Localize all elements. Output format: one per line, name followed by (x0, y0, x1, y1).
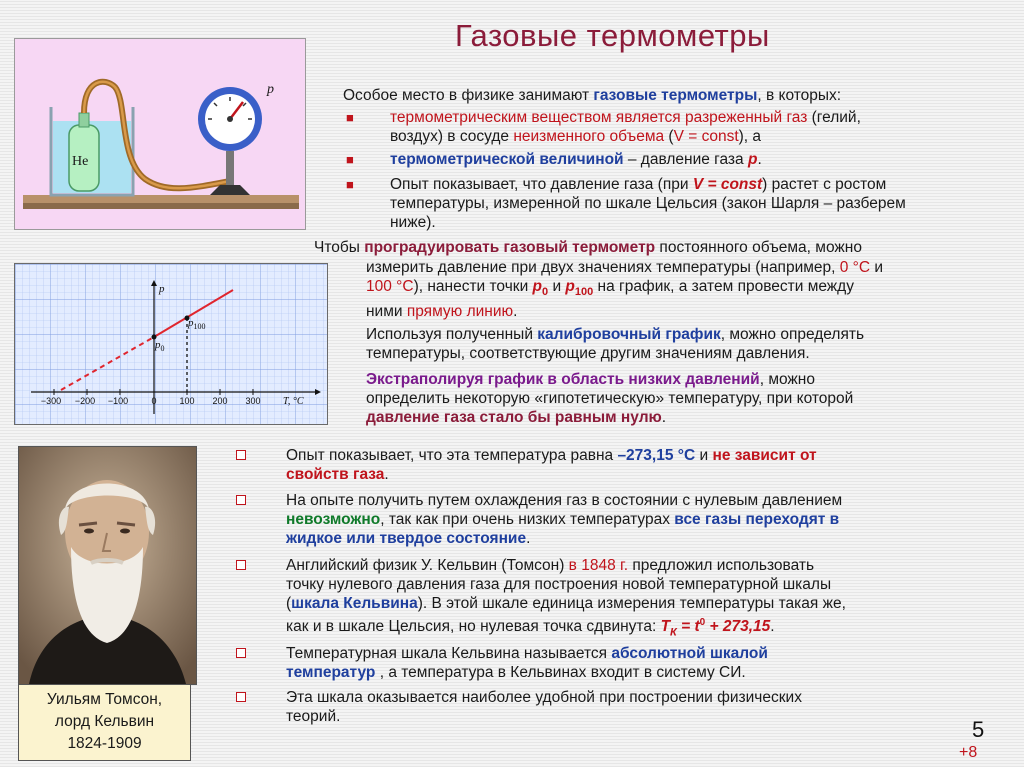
text-run: . (661, 409, 667, 426)
p100-subscript: 100 (193, 322, 206, 331)
bullet-square-icon: ■ (346, 110, 354, 125)
portrait-image (19, 447, 196, 684)
text-run: , можно (759, 371, 815, 388)
text-run: р (565, 278, 575, 295)
y-axis-label: p (159, 283, 165, 295)
bullet-outline-square-icon (236, 495, 246, 505)
bullet-convenient-scale (286, 688, 1006, 726)
text-run: . (770, 618, 775, 636)
text-run: . (384, 466, 389, 483)
tick-label: 0 (151, 396, 157, 406)
graduation-paragraph-cont (366, 258, 1016, 321)
table-edge (23, 203, 299, 209)
text-run: абсолютной шкалой (611, 645, 768, 662)
x-axis-label: T, °C (283, 396, 304, 407)
text-run: 100 (574, 286, 594, 299)
text-run: измерить давление при двух значениях температуры (например, (366, 259, 840, 276)
graph-grid (15, 264, 327, 424)
text-run: . (526, 530, 531, 547)
text-run: теорий. (286, 708, 341, 725)
text-run: калибровочный график (537, 326, 721, 343)
text-run: ) растет с ростом (762, 176, 887, 193)
text-run: является разреженный газ (611, 109, 812, 126)
vessel-neck (79, 113, 89, 127)
text-run: как и в шкале Цельсия, но нулевая точка сдвинута: (286, 618, 661, 636)
text-run: 0 °С (839, 259, 871, 276)
text-run: Опыт показывает, что эта температура равна (286, 447, 618, 464)
text-run: ), а (738, 128, 762, 145)
text-run: ( (286, 595, 292, 612)
extrapolation-text (366, 370, 1016, 427)
bullet-square-icon: ■ (346, 177, 354, 192)
graduation-paragraph (314, 238, 862, 257)
bullet-thermometric-substance (390, 108, 990, 146)
text-run: 0 (542, 286, 549, 299)
text-run: в 1848 г. (568, 557, 629, 574)
calibration-graph-svg (15, 264, 327, 424)
text-run: термометрическим веществом (390, 109, 612, 126)
text-run: На опыте получить путем охлаждения газ в состоянии с нулевым давлением (286, 492, 843, 509)
helium-label: He (72, 154, 89, 169)
text-run: Опыт показывает, что давление газа (при (390, 176, 693, 193)
text-run: р (747, 151, 758, 168)
text-run: , в которых: (757, 87, 842, 104)
text-run: Особое место в физике занимают (343, 87, 594, 104)
text-run: К (670, 626, 677, 639)
text-run: = t (676, 618, 700, 636)
text-run: , можно определять (720, 326, 865, 343)
text-run: + 273,15 (705, 618, 771, 636)
bullet-experiment-pressure (390, 175, 1005, 232)
bullet-impossible-cooling (286, 491, 1006, 548)
text-run: все газы переходят в (674, 511, 840, 528)
text-run: V = const (673, 128, 739, 145)
text-run: и (548, 278, 566, 295)
text-run: не зависит от (712, 447, 817, 464)
intro-text (343, 86, 841, 105)
p0-label: p (155, 339, 161, 351)
text-run: свойств газа (286, 466, 385, 483)
caption-years: 1824-1909 (67, 735, 142, 752)
page-offset: +8 (959, 744, 978, 761)
text-run: ), нанести точки (413, 278, 533, 295)
text-run: давление газа стало бы равным нулю (366, 409, 662, 426)
text-run: ними (366, 303, 407, 321)
text-run: Эта шкала оказывается наиболее удобной при построении физических (286, 689, 802, 706)
bullet-outline-square-icon (236, 692, 246, 702)
text-run: на график, а затем провести между (593, 278, 854, 295)
text-run: определить некоторую «гипотетическую» температуру, при которой (366, 390, 854, 407)
text-run: Экстраполируя график в область низких давлений (366, 371, 760, 388)
text-run: , так как при очень низких температурах (380, 511, 675, 528)
text-run: шкала Кельвина (291, 595, 418, 612)
text-run: р (532, 278, 543, 295)
text-run: V = const (692, 176, 763, 193)
text-run: предложил использовать (628, 557, 815, 574)
text-run: 100 °С (366, 278, 414, 295)
calibration-graph-text (366, 325, 864, 363)
bullet-outline-square-icon (236, 450, 246, 460)
page-title: Газовые термометры (455, 18, 770, 53)
apparatus-drawing (15, 39, 305, 229)
gas-thermometers-term: газовые термометры (593, 87, 758, 104)
text-run: точку нулевого давления газа для построения новой температурной шкалы (286, 576, 832, 593)
text-run: Температурная шкала Кельвина называется (286, 645, 612, 662)
text-run: ( (664, 128, 674, 145)
portrait-caption (18, 684, 191, 761)
pressure-label: p (267, 82, 274, 97)
text-run: 0 (699, 617, 706, 628)
gas-thermometer-illustration (14, 38, 306, 230)
text-run: (гелий, (811, 109, 861, 126)
text-run: . (757, 151, 762, 168)
text-run: прямую линию (406, 303, 514, 321)
text-run: температур (286, 664, 376, 681)
tick-label: −100 (107, 396, 129, 406)
tick-label: 200 (212, 396, 228, 406)
p0-subscript: 0 (160, 344, 165, 353)
tick-label: 300 (245, 396, 261, 406)
text-run: неизменного объема (513, 128, 665, 145)
text-run: воздух) в сосуде (390, 128, 514, 145)
text-run: и (870, 259, 884, 276)
text-run: ниже). (390, 214, 436, 231)
text-run: Т (660, 618, 671, 636)
calibration-graph (14, 263, 328, 425)
tick-label: 100 (179, 396, 195, 406)
text-run: температуры, измеренной по шкале Цельсия (закон Шарля – разберем (390, 195, 906, 212)
p100-label: p (188, 317, 194, 329)
text-run: термометрической величиной (390, 151, 624, 168)
text-run: – давление газа (623, 151, 748, 168)
bullet-zero-temperature (286, 446, 1006, 484)
text-run: проградуировать газовый термометр (364, 239, 656, 256)
text-run: жидкое или твердое состояние (286, 530, 527, 547)
text-run: , а температура в Кельвинах входит в систему СИ. (375, 664, 746, 681)
bullet-square-icon: ■ (346, 152, 354, 167)
tick-label: −200 (74, 396, 96, 406)
text-run: Используя полученный (366, 326, 538, 343)
caption-name: Уильям Томсон, (46, 691, 163, 708)
text-run: –273,15 °С (617, 447, 696, 464)
bullet-absolute-scale (286, 644, 1006, 682)
tick-label: −300 (40, 396, 62, 406)
text-run: Английский физик У. Кельвин (Томсон) (286, 557, 569, 574)
page-number: 5 (972, 717, 985, 742)
text-run: постоянного объема, можно (655, 239, 862, 256)
caption-title: лорд Кельвин (54, 713, 155, 730)
text-run: Чтобы (314, 239, 365, 256)
text-run: температуры, соответствующие другим значениям давления. (366, 345, 810, 362)
kelvin-portrait (18, 446, 197, 685)
bullet-kelvin-scale (286, 556, 1006, 642)
bullet-thermometric-quantity (390, 150, 762, 169)
text-run: . (513, 303, 518, 321)
bullet-outline-square-icon (236, 648, 246, 658)
text-run: и (695, 447, 713, 464)
text-run: ). В этой шкале единица измерения температуры такая же, (417, 595, 846, 612)
text-run: невозможно (286, 511, 381, 528)
bullet-outline-square-icon (236, 560, 246, 570)
